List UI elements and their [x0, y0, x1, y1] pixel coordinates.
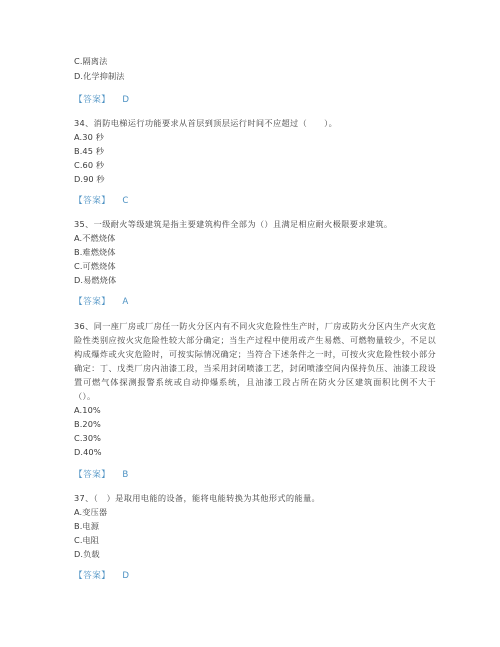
option-a-q35: A.不燃烧体: [74, 233, 116, 243]
answer-value: D: [122, 571, 130, 581]
answer-label: 【答案】: [74, 95, 111, 105]
option-b-q36: B.20%: [74, 419, 101, 429]
option-c-q37: C.电阻: [74, 535, 100, 545]
option-a-q34: A.30 秒: [74, 132, 104, 142]
answer-label: 【答案】: [74, 297, 111, 307]
option-d-q36: D.40%: [74, 447, 102, 457]
question-stem-35: 35、一级耐火等级建筑是指主要建筑构件全部为（）且满足相应耐火极限要求建筑。: [74, 219, 393, 229]
option-d-q33: D.化学抑制法: [74, 71, 125, 81]
answer-q34: [74, 195, 128, 207]
option-c-q35: C.可燃烧体: [74, 261, 116, 271]
question-stem-36: 36、同一座厂房或厂房任一防火分区内有不同火灾危险性生产时，厂房或防火分区内生产火灾危险性类别应按火灾危险性较大部分确定；当生产过程中使用或产生易燃、可燃物量较少，不足以构成爆炸或火灾危险时，可按实际情况确定；当符合下述条件之一时，可按火灾危险性较小部分确定：丁、戊类厂房内油漆工段，当采用封闭喷漆工艺，封闭喷漆空间内保持负压、油漆工段设置可燃气体探测报警系统或自动抑爆系统，且油漆工段占所在防火分区建筑面积比例不大于（）。: [74, 321, 436, 401]
answer-label: 【答案】: [74, 196, 111, 206]
answer-q35: [74, 296, 128, 308]
option-d-q35: D.易燃烧体: [74, 275, 117, 285]
question-stem-37: 37、（ ）是取用电能的设备，能将电能转换为其他形式的能量。: [74, 493, 321, 503]
answer-q37: [74, 570, 129, 582]
answer-label: 【答案】: [74, 571, 111, 581]
answer-value: D: [122, 95, 130, 105]
option-d-q34: D.90 秒: [74, 174, 105, 184]
answer-label: 【答案】: [74, 470, 111, 480]
option-c-q36: C.30%: [74, 433, 102, 443]
option-a-q36: A.10%: [74, 405, 101, 415]
option-b-q35: B.难燃烧体: [74, 247, 116, 257]
option-c-q34: C.60 秒: [74, 160, 105, 170]
answer-q36: [74, 469, 128, 481]
option-d-q37: D.负载: [74, 549, 100, 559]
answer-value: A: [122, 297, 129, 307]
answer-q33: [74, 94, 129, 106]
question-stem-34: 34、消防电梯运行功能要求从首层到顶层运行时间不应超过（ ）。: [74, 118, 338, 128]
answer-value: C: [122, 196, 129, 206]
option-b-q37: B.电源: [74, 521, 99, 531]
option-a-q37: A.变压器: [74, 507, 108, 517]
option-b-q34: B.45 秒: [74, 146, 105, 156]
option-c-q33: C.隔离法: [74, 56, 108, 66]
answer-value: B: [122, 470, 129, 480]
